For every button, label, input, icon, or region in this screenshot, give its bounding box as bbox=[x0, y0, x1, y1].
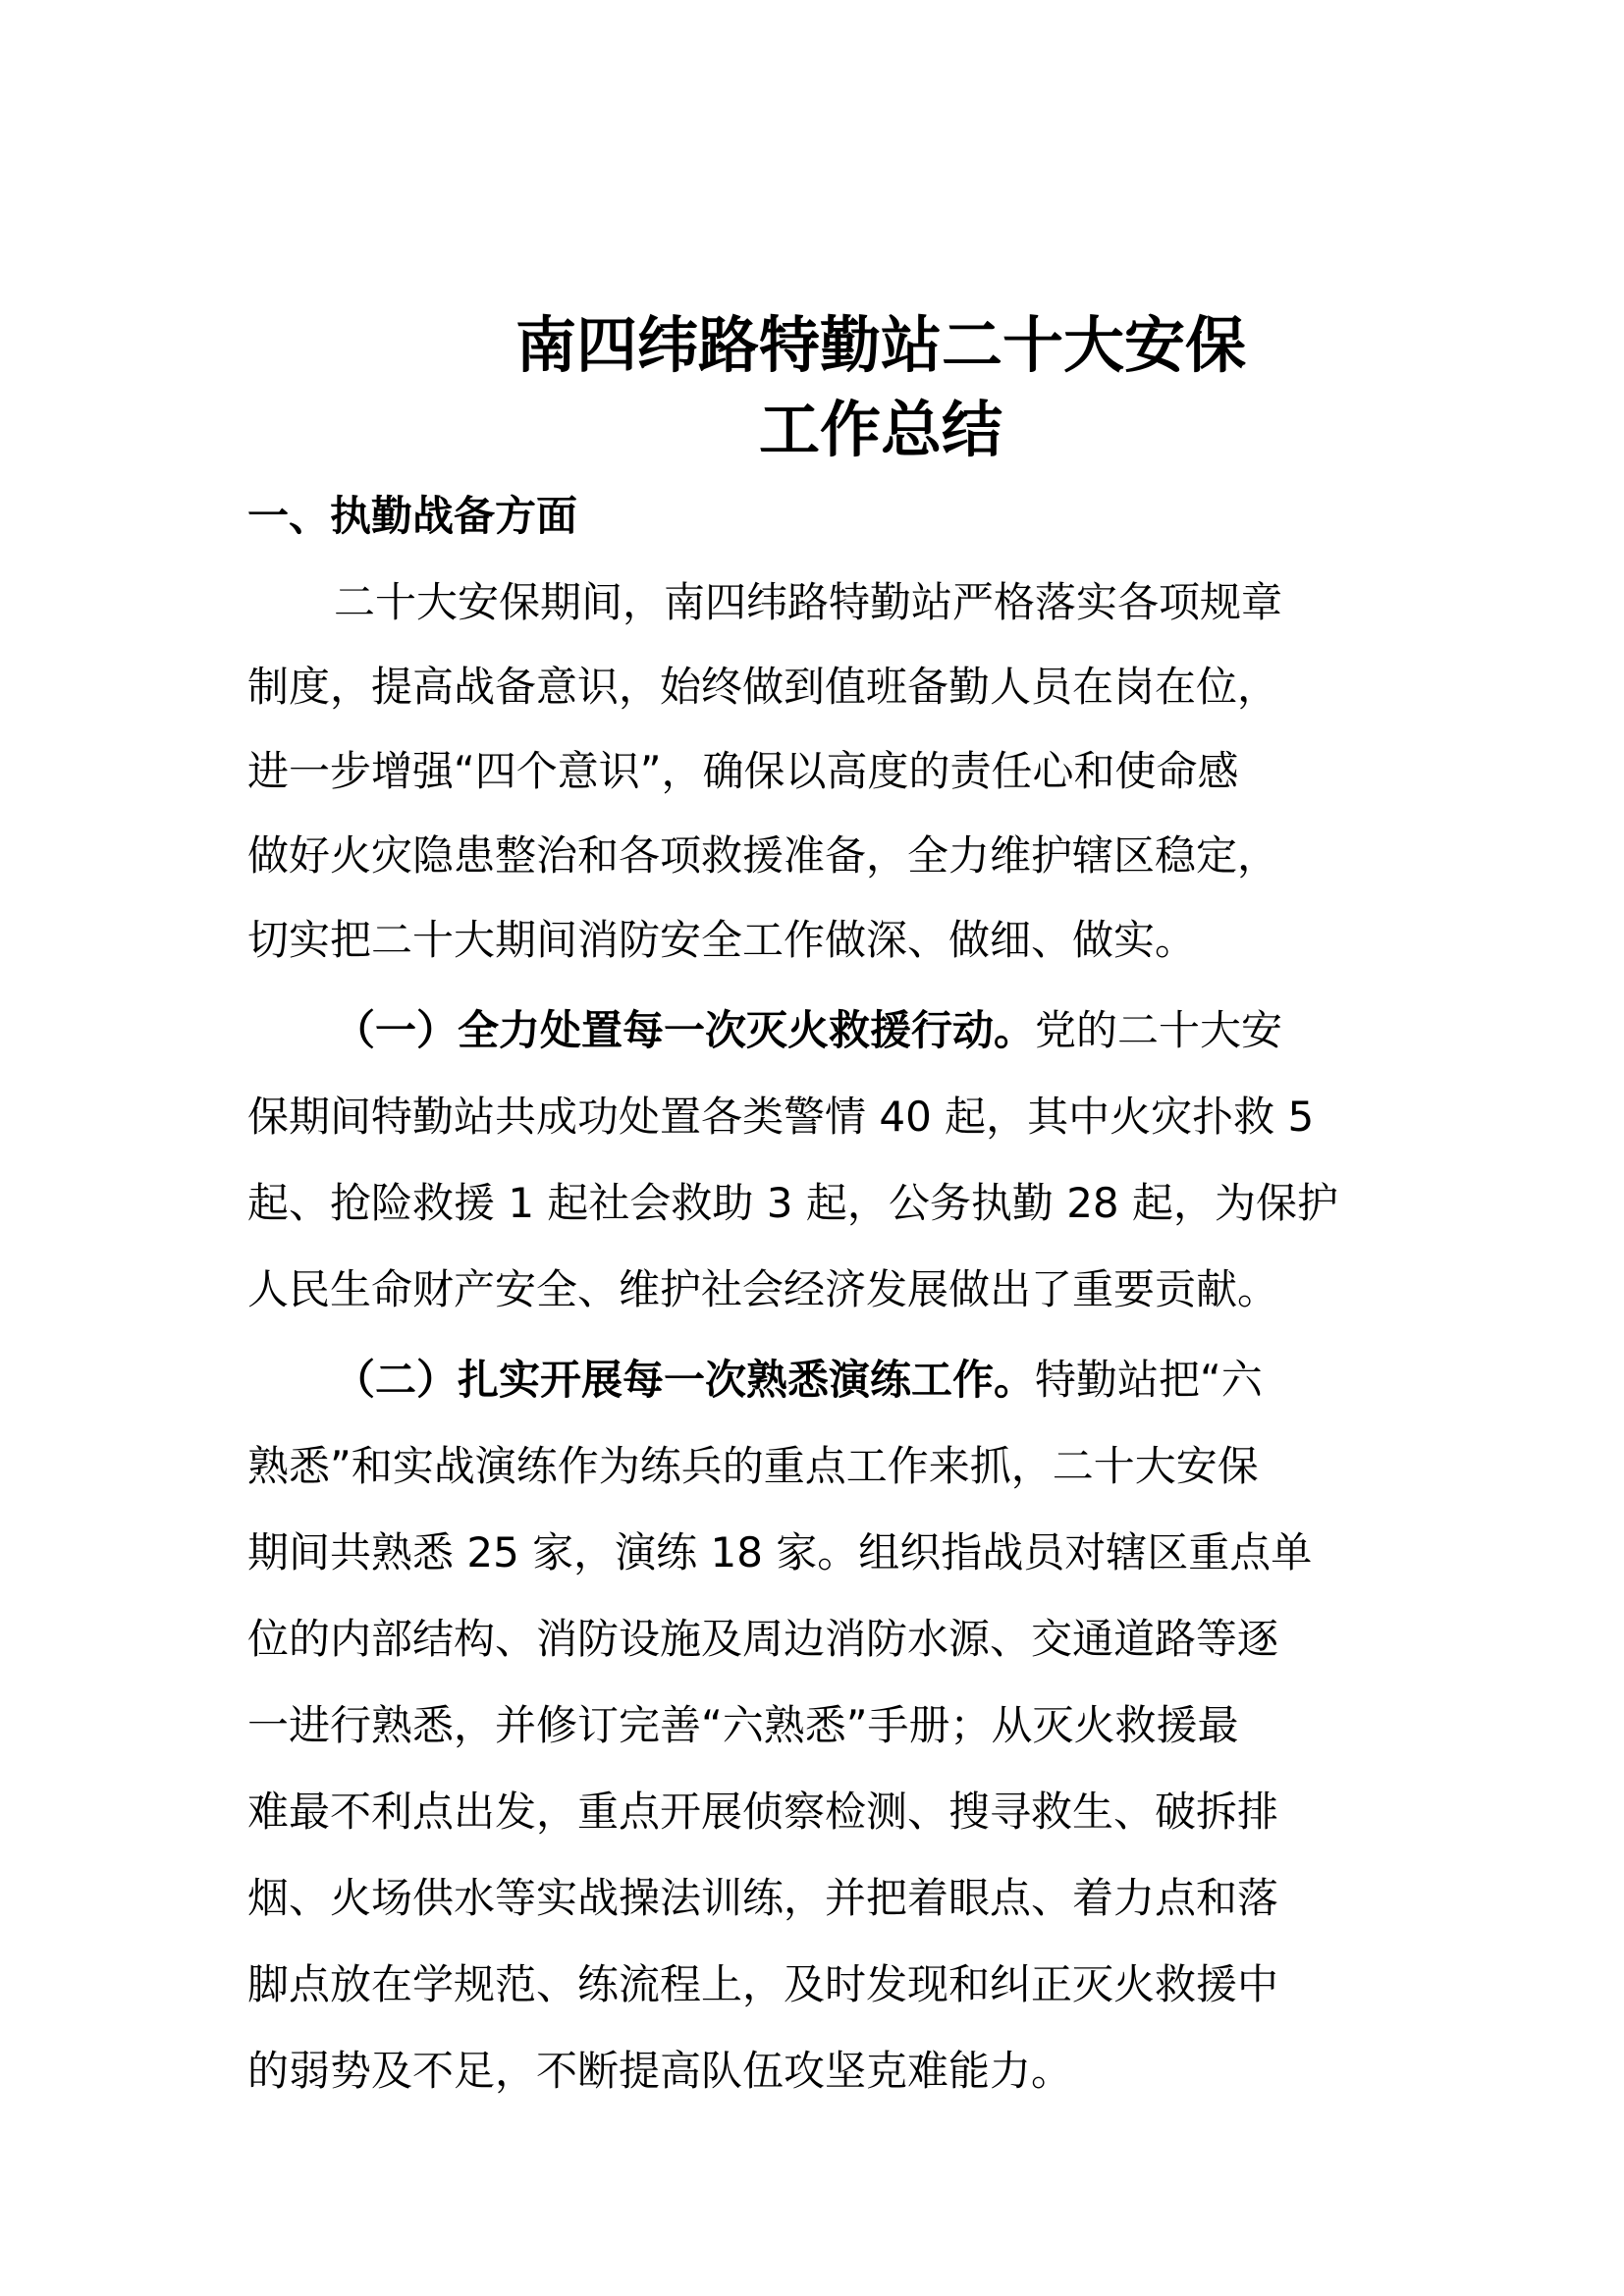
paragraph-line: 熟悉”和实战演练作为练兵的重点工作来抓，二十大安保 bbox=[247, 1442, 1259, 1490]
paragraph-line: 切实把二十大期间消防安全工作做深、做细、做实。 bbox=[247, 916, 1197, 964]
document-title-line-2: 工作总结 bbox=[758, 394, 1002, 465]
subsection-2-heading: （二）扎实开展每一次熟悉演练工作。 bbox=[334, 1356, 1036, 1404]
paragraph-line: 进一步增强“四个意识”，确保以高度的责任心和使命感 bbox=[247, 747, 1239, 795]
paragraph-line: 的弱势及不足，不断提高队伍攻坚克难能力。 bbox=[247, 2047, 1073, 2095]
paragraph-line: 做好火灾隐患整治和各项救援准备，全力维护辖区稳定， bbox=[247, 831, 1279, 880]
subsection-1-first-line bbox=[334, 995, 1282, 1066]
document-title-line-1: 南四纬路特勤站二十大安保 bbox=[514, 309, 1246, 381]
paragraph-line: 起、抢险救援 1 起社会救助 3 起，公务执勤 28 起，为保护 bbox=[247, 1179, 1338, 1227]
paragraph-line: 烟、火场供水等实战操法训练，并把着眼点、着力点和落 bbox=[247, 1874, 1279, 1922]
subsection-2-first-text: 特勤站把“六 bbox=[1035, 1356, 1263, 1404]
paragraph-line: 制度，提高战备意识，始终做到值班备勤人员在岗在位， bbox=[247, 663, 1279, 711]
paragraph-line: 位的内部结构、消防设施及周边消防水源、交通道路等逐 bbox=[247, 1615, 1279, 1663]
subsection-1-heading: （一）全力处置每一次灭火救援行动。 bbox=[334, 1006, 1036, 1054]
paragraph-line: 人民生命财产安全、维护社会经济发展做出了重要贡献。 bbox=[247, 1265, 1279, 1313]
paragraph-line: 保期间特勤站共成功处置各类警情 40 起，其中火灾扑救 5 bbox=[247, 1093, 1315, 1141]
paragraph-line: 脚点放在学规范、练流程上，及时发现和纠正灭火救援中 bbox=[247, 1960, 1279, 2008]
paragraph-line: 一进行熟悉，并修订完善“六熟悉”手册；从灭火救援最 bbox=[247, 1701, 1239, 1749]
paragraph-line: 二十大安保期间，南四纬路特勤站严格落实各项规章 bbox=[334, 578, 1283, 626]
paragraph-line: 期间共熟悉 25 家，演练 18 家。组织指战员对辖区重点单 bbox=[247, 1528, 1313, 1576]
subsection-2-first-line bbox=[334, 1345, 1263, 1415]
subsection-1-first-text: 党的二十大安 bbox=[1035, 1006, 1283, 1054]
paragraph-line: 难最不利点出发，重点开展侦察检测、搜寻救生、破拆排 bbox=[247, 1788, 1279, 1836]
section-heading-duty-readiness: 一、执勤战备方面 bbox=[247, 492, 578, 540]
